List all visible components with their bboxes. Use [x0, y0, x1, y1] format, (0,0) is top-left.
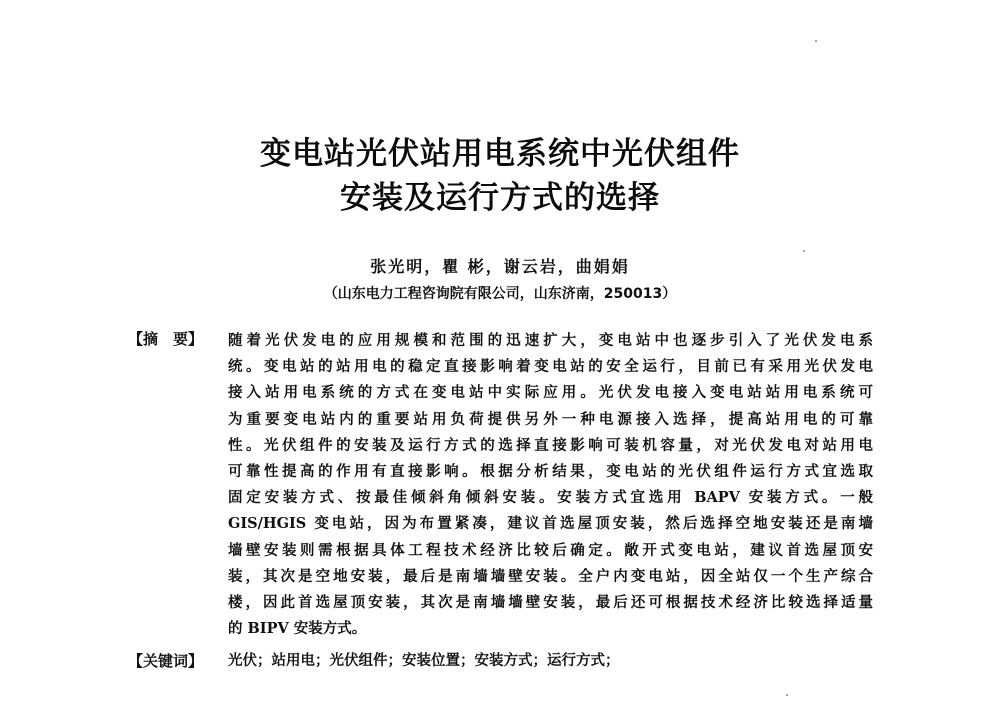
abstract-line: 为重要变电站内的重要站用负荷提供另外一种电源接入选择，提高站用电的可靠 — [228, 410, 873, 428]
scan-speck — [803, 250, 805, 252]
keywords-section — [128, 650, 873, 672]
paper-title — [0, 132, 1000, 220]
scan-speck — [815, 40, 817, 42]
abstract-line: 可靠性提高的作用有直接影响。根据分析结果，变电站的光伏组件运行方式宜选取 — [228, 462, 873, 480]
title-line-1: 变电站光伏站用电系统中光伏组件 — [260, 136, 740, 172]
abstract-body — [228, 328, 873, 642]
keywords-text: 光伏；站用电；光伏组件；安装位置；安装方式；运行方式； — [228, 652, 620, 669]
keywords-label: 【关键词】 — [128, 652, 204, 670]
abstract-line: 墙壁安装则需根据具体工程技术经济比较后确定。敞开式变电站，建议首选屋顶安 — [228, 541, 873, 559]
affiliation: （山东电力工程咨询院有限公司，山东济南，250013） — [323, 286, 677, 302]
title-line-2: 安装及运行方式的选择 — [340, 180, 660, 216]
abstract-line: 统。变电站的站用电的稳定直接影响着变电站的安全运行，目前已有采用光伏发电 — [228, 358, 873, 376]
author-list: 张光明，瞿 彬，谢云岩，曲娟娟 — [370, 257, 630, 276]
scan-speck — [786, 694, 788, 696]
abstract-line: 随着光伏发电的应用规模和范围的迅速扩大，变电站中也逐步引入了光伏发电系 — [228, 332, 873, 349]
abstract-line: GIS/HGIS 变电站，因为布置紧凑，建议首选屋顶安装，然后选择空地安装还是南墙 — [228, 515, 873, 533]
abstract-line: 楼，因此首选屋顶安装，其次是南墙墙壁安装，最后还可根据技术经济比较选择适量 — [228, 593, 873, 611]
abstract-label: 【摘 要】 — [128, 330, 204, 348]
abstract-section — [128, 328, 873, 642]
abstract-line: 接入站用电系统的方式在变电站中实际应用。光伏发电接入变电站站用电系统可 — [228, 384, 873, 402]
abstract-line: 性。光伏组件的安装及运行方式的选择直接影响可装机容量，对光伏发电对站用电 — [228, 436, 873, 454]
abstract-line: 固定安装方式、按最佳倾斜角倾斜安装。安装方式宜选用 BAPV 安装方式。一般 — [228, 489, 873, 507]
abstract-line: 的 BIPV 安装方式。 — [228, 620, 367, 638]
abstract-line: 装，其次是空地安装，最后是南墙墙壁安装。全户内变电站，因全站仅一个生产综合 — [228, 567, 873, 585]
